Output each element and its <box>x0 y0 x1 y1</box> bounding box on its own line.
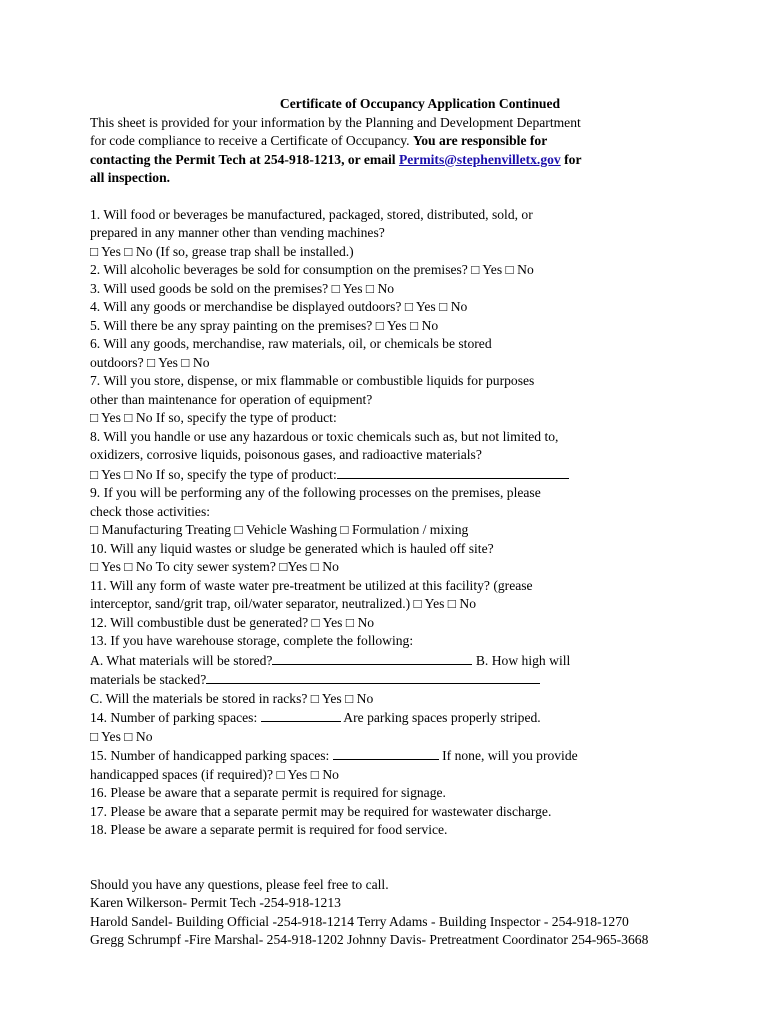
question-line: 11. Will any form of waste water pre-treatment be utilized at this facility? (grease <box>90 577 533 593</box>
question-text: B. How high will <box>472 652 571 668</box>
spacer <box>90 188 740 206</box>
question-line <box>90 670 740 690</box>
document-page <box>90 95 740 950</box>
question-line: 10. Will any liquid wastes or sludge be generated which is hauled off site? <box>90 540 494 556</box>
question-line: oxidizers, corrosive liquids, poisonous gases, and radioactive materials? <box>90 447 482 462</box>
question-text: 14. Number of parking spaces: <box>90 710 261 725</box>
intro-bold-text: You are responsible for <box>412 133 548 148</box>
intro-line <box>90 132 740 151</box>
question-line: 6. Will any goods, merchandise, raw materials, oil, or chemicals be stored <box>90 336 492 351</box>
question-line: □ Yes □ No <box>90 728 153 744</box>
question-line: 8. Will you handle or use any hazardous or toxic chemicals such as, but not limited to, <box>90 428 559 444</box>
question-line <box>90 651 740 671</box>
question-text: A. What materials will be stored? <box>90 652 273 668</box>
intro-bold-text: for <box>560 151 582 167</box>
question-line: other than maintenance for operation of equipment? <box>90 391 373 407</box>
question-line <box>90 746 740 766</box>
stack-height-field[interactable] <box>206 670 540 684</box>
question-line: □ Manufacturing Treating □ Vehicle Washing □ Formulation / mixing <box>90 522 469 537</box>
materials-stored-field[interactable] <box>272 651 472 665</box>
question-line: 1. Will food or beverages be manufactured, packaged, stored, distributed, sold, or <box>90 206 533 222</box>
contacts-block <box>90 876 740 950</box>
contact-line: Should you have any questions, please feel free to call. <box>90 876 389 892</box>
question-line: □ Yes □ No To city sewer system? □Yes □ No <box>90 559 339 574</box>
email-link[interactable]: Permits@stephenvilletx.gov <box>398 151 561 167</box>
question-line: 4. Will any goods or merchandise be displayed outdoors? □ Yes □ No <box>90 299 468 314</box>
question-line: 17. Please be aware that a separate permit may be required for wastewater discharge. <box>90 803 552 819</box>
question-line <box>90 708 740 728</box>
question-text: If none, will you provide <box>438 748 578 763</box>
question-line: 13. If you have warehouse storage, complete the following: <box>90 633 414 648</box>
handicapped-spaces-field[interactable] <box>333 746 439 760</box>
intro-text: for code compliance to receive a Certificate of Occupancy. <box>90 133 413 148</box>
question-line: 5. Will there be any spray painting on the premises? □ Yes □ No <box>90 317 439 333</box>
contact-line: Harold Sandel- Building Official -254-918-1214 Terry Adams - Building Inspector - 254-918-1270 <box>90 913 629 929</box>
question-line: 18. Please be aware a separate permit is required for food service. <box>90 822 448 837</box>
question-line <box>90 465 740 485</box>
intro-line: all inspection. <box>90 170 171 185</box>
intro-line: This sheet is provided for your information by the Planning and Development Department <box>90 114 581 130</box>
question-text: materials be stacked? <box>90 672 207 687</box>
question-line: C. Will the materials be stored in racks? □ Yes □ No <box>90 690 374 706</box>
question-line: □ Yes □ No (If so, grease trap shall be installed.) <box>90 243 354 259</box>
question-text: 15. Number of handicapped parking spaces: <box>90 748 333 763</box>
intro-line <box>90 151 740 170</box>
questions-list <box>90 206 740 840</box>
question-line: 16. Please be aware that a separate permit is required for signage. <box>90 785 446 800</box>
page-title: Certificate of Occupancy Application Continued <box>279 96 561 111</box>
question-text: Are parking spaces properly striped. <box>340 710 541 725</box>
question-line: 2. Will alcoholic beverages be sold for consumption on the premises? □ Yes □ No <box>90 262 534 277</box>
question-line: □ Yes □ No If so, specify the type of product: <box>90 410 337 425</box>
contact-line: Karen Wilkerson- Permit Tech -254-918-1213 <box>90 895 341 910</box>
product-type-field[interactable] <box>337 465 569 479</box>
question-text: □ Yes □ No If so, specify the type of product: <box>90 466 337 482</box>
question-line: handicapped spaces (if required)? □ Yes □ No <box>90 766 339 782</box>
intro-paragraph <box>90 114 740 188</box>
question-line: 7. Will you store, dispense, or mix flammable or combustible liquids for purposes <box>90 373 535 388</box>
question-line: 9. If you will be performing any of the following processes on the premises, please <box>90 485 541 500</box>
parking-spaces-field[interactable] <box>261 708 341 722</box>
intro-bold-text: contacting the Permit Tech at 254-918-1213, or email <box>90 151 399 167</box>
question-line: 12. Will combustible dust be generated? □ Yes □ No <box>90 614 375 630</box>
question-line: 3. Will used goods be sold on the premises? □ Yes □ No <box>90 280 395 296</box>
question-line: check those activities: <box>90 503 211 519</box>
spacer <box>90 840 740 876</box>
question-line: prepared in any manner other than vending machines? <box>90 225 385 240</box>
contact-line: Gregg Schrumpf -Fire Marshal- 254-918-1202 Johnny Davis- Pretreatment Coordinator 254-965-3668 <box>90 932 649 947</box>
question-line: outdoors? □ Yes □ No <box>90 354 210 370</box>
question-line: interceptor, sand/grit trap, oil/water separator, neutralized.) □ Yes □ No <box>90 596 477 611</box>
